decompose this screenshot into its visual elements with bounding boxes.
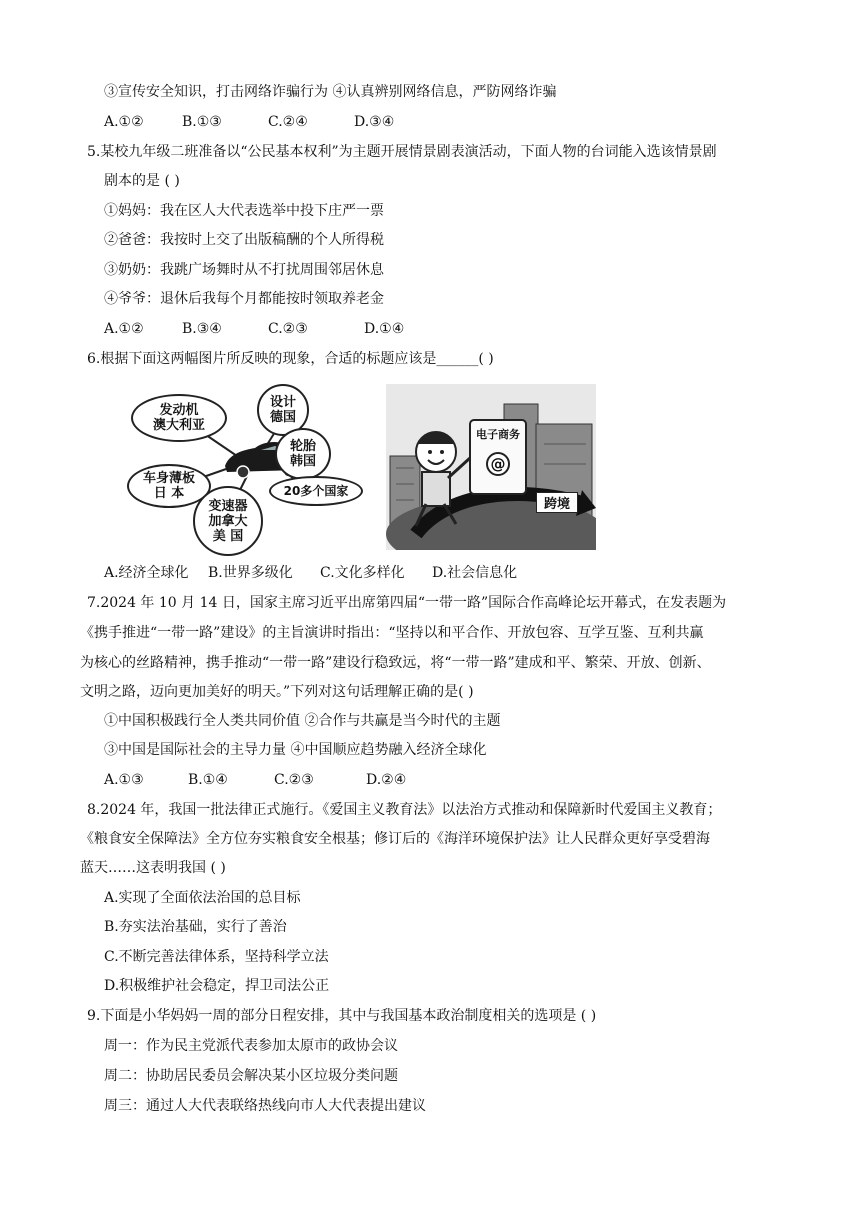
- transmission-canada-usa-bubble: 变速器 加拿大 美 国: [193, 486, 263, 556]
- q8-stem-line1: 8.2024 年，我国一批法律正式施行。《爱国主义教育法》以法治方式推动和保障新时代爱国主义教育；: [87, 802, 722, 818]
- q8-stem-line2: 《粮食安全保障法》全方位夯实粮食安全根基；修订后的《海洋环境保护法》让人民群众更好享受碧海: [80, 831, 710, 847]
- q9-schedule-wednesday: 周三：通过人大代表联络热线向市人大代表提出建议: [104, 1098, 426, 1114]
- q7-option-a: A.①③: [104, 772, 144, 788]
- q8-stem-line3: 蓝天……这表明我国 ( ): [80, 860, 226, 876]
- q8-option-c: C.不断完善法律体系，坚持科学立法: [104, 949, 329, 965]
- q4-option-b: B.①③: [182, 114, 222, 130]
- q4-option-a: A.①②: [104, 114, 144, 130]
- q8-option-b: B.夯实法治基础，实行了善治: [104, 919, 287, 935]
- ecommerce-label: 电子商务: [476, 428, 520, 441]
- q7-options: [104, 770, 406, 790]
- q5-option-b: B.③④: [182, 321, 222, 337]
- ecommerce-cartoon-figure: [386, 384, 596, 550]
- q5-statement-3: ③奶奶：我跳广场舞时从不打扰周围邻居休息: [104, 262, 384, 278]
- q7-stem-line2: 《携手推进“一带一路”建设》的主旨演讲时指出：“坚持以和平合作、开放包容、互学互鉴、互利共赢: [80, 625, 704, 641]
- engine-australia-bubble: 发动机 澳大利亚: [131, 394, 227, 442]
- q5-option-d: D.①④: [364, 321, 405, 337]
- q7-stem-line1: 7.2024 年 10 月 14 日，国家主席习近平出席第四届“一带一路”国际合作高峰论坛开幕式，在发表题为: [87, 595, 727, 611]
- q7-option-c: C.②③: [274, 772, 314, 788]
- q7-option-d: D.②④: [366, 772, 407, 788]
- q6-option-d: D.社会信息化: [432, 565, 518, 581]
- q8-option-d: D.积极维护社会稳定，捍卫司法公正: [104, 978, 330, 994]
- q6-option-a: A.经济全球化: [104, 565, 189, 581]
- q7-statements-row2: ③中国是国际社会的主导力量 ④中国顺应趋势融入经济全球化: [104, 742, 487, 758]
- q5-option-c: C.②③: [268, 321, 308, 337]
- q5-option-a: A.①②: [104, 321, 144, 337]
- q6-stem: 6.根据下面这两幅图片所反映的现象，合适的标题应该是______( ): [87, 351, 494, 367]
- q4-options: [104, 112, 394, 132]
- q6-options: [104, 563, 517, 583]
- design-germany-bubble: 设计 德国: [257, 384, 309, 436]
- q9-schedule-tuesday: 周二：协助居民委员会解决某小区垃圾分类问题: [104, 1068, 398, 1084]
- q7-stem-line4: 文明之路，迈向更加美好的明天。”下列对这句话理解正确的是( ): [80, 684, 474, 700]
- q9-schedule-monday: 周一：作为民主党派代表参加太原市的政协会议: [104, 1038, 398, 1054]
- q7-statements-row1: ①中国积极践行全人类共同价值 ②合作与共赢是当今时代的主题: [104, 713, 501, 729]
- q9-stem: 9.下面是小华妈妈一周的部分日程安排，其中与我国基本政治制度相关的选项是 ( ): [87, 1008, 597, 1024]
- q5-stem-line1: 5.某校九年级二班准备以“公民基本权利”为主题开展情景剧表演活动，下面人物的台词能入选该情景剧: [87, 144, 717, 160]
- q4-option-d: D.③④: [354, 114, 395, 130]
- cross-border-label: 跨境: [536, 492, 578, 513]
- q5-stem-line2: 剧本的是 ( ): [104, 173, 180, 189]
- q5-statement-2: ②爸爸：我按时上交了出版稿酬的个人所得税: [104, 232, 384, 248]
- car-parts-figure: [125, 382, 375, 554]
- q8-option-a: A.实现了全面依法治国的总目标: [104, 890, 301, 906]
- q5-statement-1: ①妈妈：我在区人大代表选举中投下庄严一票: [104, 203, 384, 219]
- q7-option-b: B.①④: [188, 772, 228, 788]
- q6-option-c: C.文化多样化: [320, 565, 405, 581]
- q4-statement-line: ③宣传安全知识，打击网络诈骗行为 ④认真辨别网络信息，严防网络诈骗: [104, 84, 557, 100]
- q7-stem-line3: 为核心的丝路精神，携手推动“一带一路”建设行稳致远，将“一带一路”建成和平、繁荣、开放、创新、: [80, 655, 711, 671]
- q5-options: [104, 319, 404, 339]
- q6-option-b: B.世界多级化: [208, 565, 293, 581]
- body-panel-japan-bubble: 车身薄板 日 本: [127, 464, 211, 508]
- twenty-countries-bubble: 20多个国家: [269, 476, 363, 506]
- tire-korea-bubble: 轮胎 韩国: [275, 428, 331, 480]
- q5-statement-4: ④爷爷：退休后我每个月都能按时领取养老金: [104, 291, 384, 307]
- q4-option-c: C.②④: [268, 114, 308, 130]
- at-symbol: @: [490, 455, 506, 473]
